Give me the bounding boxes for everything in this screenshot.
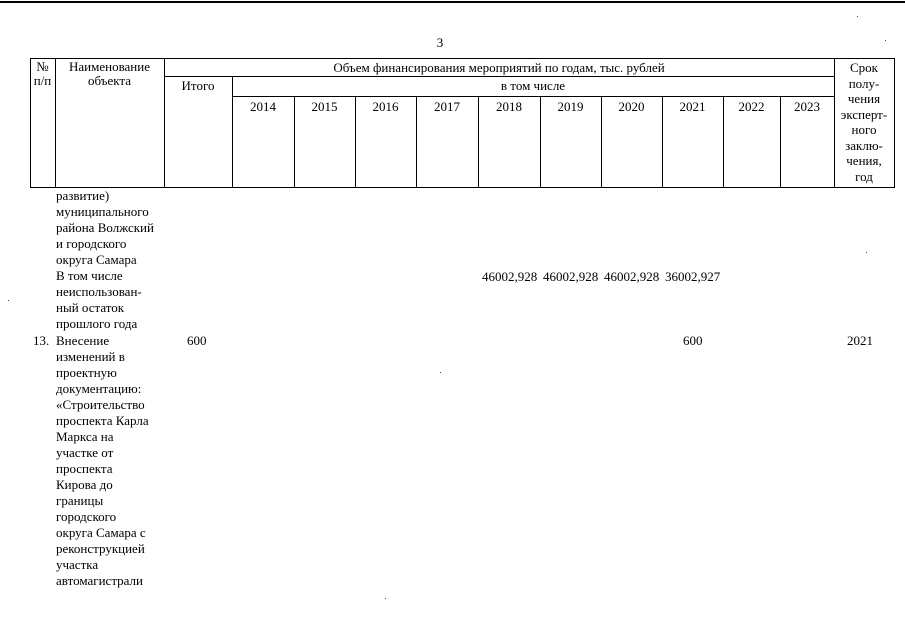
header-year: 2015 bbox=[311, 99, 338, 114]
header-year: 2022 bbox=[738, 99, 765, 114]
header-including: в том числе bbox=[500, 78, 566, 93]
header-deadline: Срок полу- чения эксперт- ного заклю- чения, год bbox=[840, 60, 888, 184]
top-rule bbox=[0, 1, 905, 3]
header-year: 2023 bbox=[794, 99, 820, 114]
row-value-2021: 600 bbox=[683, 333, 703, 348]
rule-v bbox=[894, 58, 895, 188]
row-name: Внесение изменений в проектную документацию: «Строительство проспекта Карла Маркса на участке от проспекта Кирова до границы городского округа Самара с реконструкцией участка автомагистрали bbox=[56, 333, 149, 588]
scan-speck bbox=[8, 300, 9, 301]
page-number: 3 bbox=[436, 35, 444, 50]
row-value-2020: 46002,928 bbox=[604, 269, 660, 284]
header-year: 2019 bbox=[557, 99, 584, 114]
header-num: № п/п bbox=[33, 59, 52, 88]
header-year: 2020 bbox=[618, 99, 645, 114]
header-year: 2016 bbox=[372, 99, 399, 114]
row-num: 13. bbox=[33, 333, 50, 348]
header-year: 2017 bbox=[434, 99, 460, 114]
header-year: 2014 bbox=[250, 99, 276, 114]
header-year: 2021 bbox=[679, 99, 706, 114]
scan-speck bbox=[866, 252, 867, 253]
header-total: Итого bbox=[181, 78, 215, 93]
row-value-2018: 46002,928 bbox=[482, 269, 538, 284]
scan-speck bbox=[440, 372, 441, 373]
rule-including bbox=[232, 96, 834, 97]
rule-funding bbox=[164, 76, 834, 77]
scan-speck bbox=[857, 16, 858, 17]
row-value-2019: 46002,928 bbox=[543, 269, 599, 284]
scan-speck bbox=[885, 40, 886, 41]
row-total: 600 bbox=[187, 333, 207, 348]
header-funding-title: Объем финансирования мероприятий по годам, тыс. рублей bbox=[333, 60, 665, 75]
row-name: развитие) муниципального района Волжский и городского округа Самара В том числе неиспользован- ный остаток прошлого года bbox=[56, 188, 154, 331]
scan-speck bbox=[385, 598, 386, 599]
row-deadline: 2021 bbox=[847, 333, 873, 348]
header-year: 2018 bbox=[496, 99, 522, 114]
header-name: Наименование объекта bbox=[69, 59, 150, 88]
rule-top bbox=[30, 58, 894, 59]
row-value-2021: 36002,927 bbox=[665, 269, 721, 284]
